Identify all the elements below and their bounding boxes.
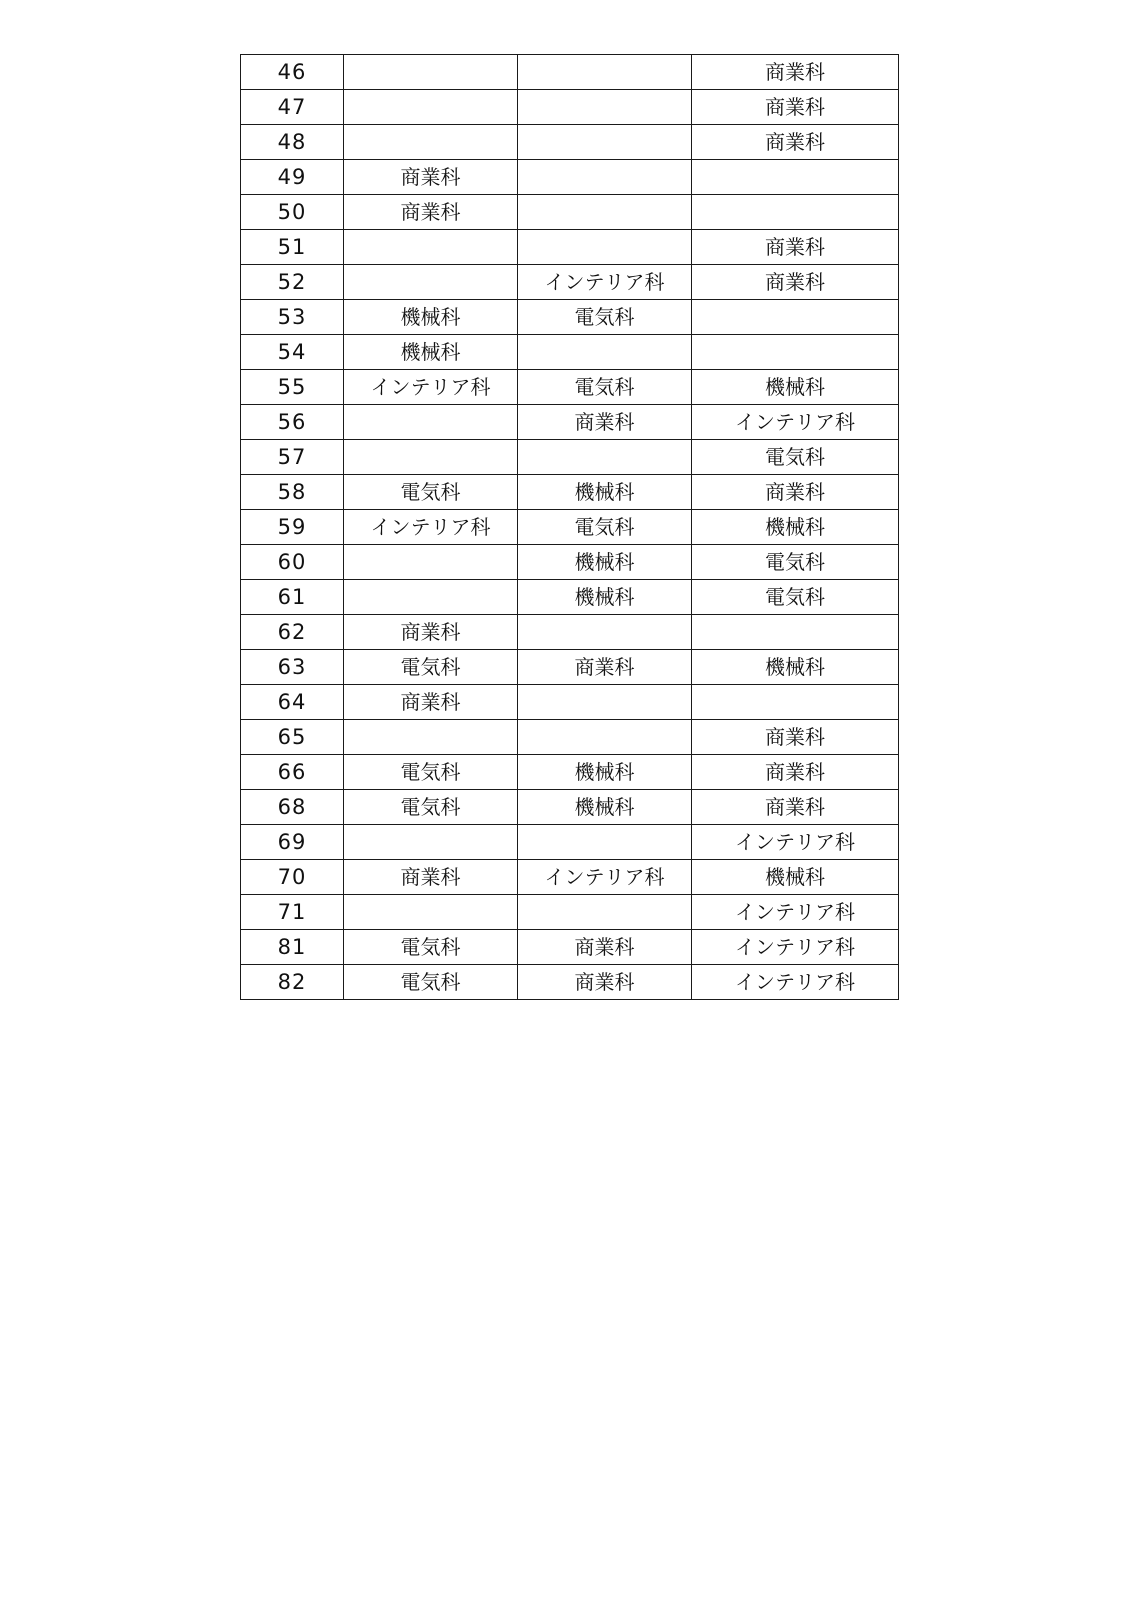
department-cell-3 (692, 685, 899, 720)
department-cell-2: 電気科 (518, 510, 692, 545)
department-cell-1: 電気科 (344, 475, 518, 510)
table-row (241, 405, 899, 440)
row-number-cell: 48 (241, 125, 344, 160)
department-cell-1 (344, 895, 518, 930)
row-number-cell: 55 (241, 370, 344, 405)
department-cell-1 (344, 580, 518, 615)
department-cell-1: 電気科 (344, 965, 518, 1000)
department-cell-2: 機械科 (518, 755, 692, 790)
department-cell-2 (518, 55, 692, 90)
department-cell-3: 商業科 (692, 265, 899, 300)
row-number-cell: 54 (241, 335, 344, 370)
row-number-cell: 53 (241, 300, 344, 335)
department-cell-3 (692, 335, 899, 370)
department-cell-3: 電気科 (692, 545, 899, 580)
department-cell-2: 商業科 (518, 930, 692, 965)
table-row (241, 615, 899, 650)
department-cell-2 (518, 195, 692, 230)
table-row (241, 300, 899, 335)
department-cell-1: インテリア科 (344, 370, 518, 405)
table-row (241, 825, 899, 860)
department-cell-2: 機械科 (518, 580, 692, 615)
table-row (241, 860, 899, 895)
department-cell-3: インテリア科 (692, 930, 899, 965)
department-cell-2: 機械科 (518, 545, 692, 580)
row-number-cell: 65 (241, 720, 344, 755)
department-cell-3: インテリア科 (692, 965, 899, 1000)
table-row (241, 545, 899, 580)
department-cell-3: インテリア科 (692, 405, 899, 440)
department-cell-2 (518, 615, 692, 650)
department-cell-2 (518, 825, 692, 860)
table-row (241, 965, 899, 1000)
department-cell-1: インテリア科 (344, 510, 518, 545)
department-cell-2 (518, 160, 692, 195)
department-cell-3: 電気科 (692, 580, 899, 615)
department-cell-3: 機械科 (692, 860, 899, 895)
department-cell-1 (344, 825, 518, 860)
row-number-cell: 57 (241, 440, 344, 475)
table-row (241, 475, 899, 510)
department-cell-2: 商業科 (518, 650, 692, 685)
department-cell-3: インテリア科 (692, 895, 899, 930)
department-cell-2: 商業科 (518, 405, 692, 440)
table-row (241, 195, 899, 230)
row-number-cell: 49 (241, 160, 344, 195)
department-cell-1 (344, 720, 518, 755)
department-table-body (241, 55, 899, 1000)
department-cell-2: 電気科 (518, 370, 692, 405)
row-number-cell: 64 (241, 685, 344, 720)
department-cell-3: 商業科 (692, 790, 899, 825)
department-cell-2: 商業科 (518, 965, 692, 1000)
department-cell-3 (692, 160, 899, 195)
department-cell-1: 商業科 (344, 685, 518, 720)
department-cell-3: 機械科 (692, 650, 899, 685)
table-row (241, 790, 899, 825)
department-cell-3: 商業科 (692, 720, 899, 755)
table-row (241, 230, 899, 265)
department-cell-1 (344, 545, 518, 580)
department-cell-2 (518, 685, 692, 720)
row-number-cell: 82 (241, 965, 344, 1000)
row-number-cell: 50 (241, 195, 344, 230)
department-cell-2 (518, 720, 692, 755)
row-number-cell: 56 (241, 405, 344, 440)
table-row (241, 55, 899, 90)
department-cell-1: 電気科 (344, 930, 518, 965)
table-row (241, 160, 899, 195)
department-cell-2: インテリア科 (518, 265, 692, 300)
row-number-cell: 59 (241, 510, 344, 545)
department-cell-3: インテリア科 (692, 825, 899, 860)
department-cell-2: インテリア科 (518, 860, 692, 895)
department-cell-3: 商業科 (692, 125, 899, 160)
department-cell-2: 機械科 (518, 475, 692, 510)
department-cell-3: 電気科 (692, 440, 899, 475)
row-number-cell: 61 (241, 580, 344, 615)
table-row (241, 720, 899, 755)
row-number-cell: 60 (241, 545, 344, 580)
table-row (241, 930, 899, 965)
row-number-cell: 51 (241, 230, 344, 265)
row-number-cell: 62 (241, 615, 344, 650)
table-row (241, 895, 899, 930)
department-cell-2 (518, 335, 692, 370)
department-cell-3: 商業科 (692, 90, 899, 125)
row-number-cell: 47 (241, 90, 344, 125)
department-cell-3 (692, 615, 899, 650)
department-cell-3: 機械科 (692, 370, 899, 405)
department-cell-1: 電気科 (344, 755, 518, 790)
row-number-cell: 71 (241, 895, 344, 930)
department-table (240, 54, 899, 1000)
table-row (241, 580, 899, 615)
department-cell-2: 機械科 (518, 790, 692, 825)
row-number-cell: 63 (241, 650, 344, 685)
department-cell-3: 商業科 (692, 55, 899, 90)
table-row (241, 440, 899, 475)
row-number-cell: 58 (241, 475, 344, 510)
row-number-cell: 69 (241, 825, 344, 860)
department-cell-1: 電気科 (344, 650, 518, 685)
department-cell-3: 商業科 (692, 230, 899, 265)
department-cell-2: 電気科 (518, 300, 692, 335)
row-number-cell: 70 (241, 860, 344, 895)
department-cell-3: 商業科 (692, 755, 899, 790)
row-number-cell: 52 (241, 265, 344, 300)
table-row (241, 370, 899, 405)
table-row (241, 650, 899, 685)
department-cell-1 (344, 405, 518, 440)
table-row (241, 265, 899, 300)
department-cell-2 (518, 230, 692, 265)
department-cell-3: 機械科 (692, 510, 899, 545)
department-cell-1: 機械科 (344, 300, 518, 335)
department-cell-2 (518, 895, 692, 930)
department-cell-1 (344, 230, 518, 265)
table-row (241, 90, 899, 125)
department-cell-1 (344, 90, 518, 125)
department-cell-2 (518, 440, 692, 475)
department-cell-2 (518, 90, 692, 125)
department-cell-1: 商業科 (344, 195, 518, 230)
department-cell-3: 商業科 (692, 475, 899, 510)
department-cell-3 (692, 300, 899, 335)
table-row (241, 510, 899, 545)
department-cell-1 (344, 440, 518, 475)
department-cell-1 (344, 265, 518, 300)
department-cell-2 (518, 125, 692, 160)
department-cell-1: 商業科 (344, 615, 518, 650)
row-number-cell: 68 (241, 790, 344, 825)
department-cell-1: 商業科 (344, 160, 518, 195)
department-cell-1: 機械科 (344, 335, 518, 370)
department-cell-1 (344, 125, 518, 160)
table-row (241, 755, 899, 790)
row-number-cell: 81 (241, 930, 344, 965)
table-row (241, 685, 899, 720)
row-number-cell: 66 (241, 755, 344, 790)
table-row (241, 125, 899, 160)
department-cell-1: 商業科 (344, 860, 518, 895)
department-cell-1 (344, 55, 518, 90)
row-number-cell: 46 (241, 55, 344, 90)
table-row (241, 335, 899, 370)
department-cell-1: 電気科 (344, 790, 518, 825)
department-cell-3 (692, 195, 899, 230)
